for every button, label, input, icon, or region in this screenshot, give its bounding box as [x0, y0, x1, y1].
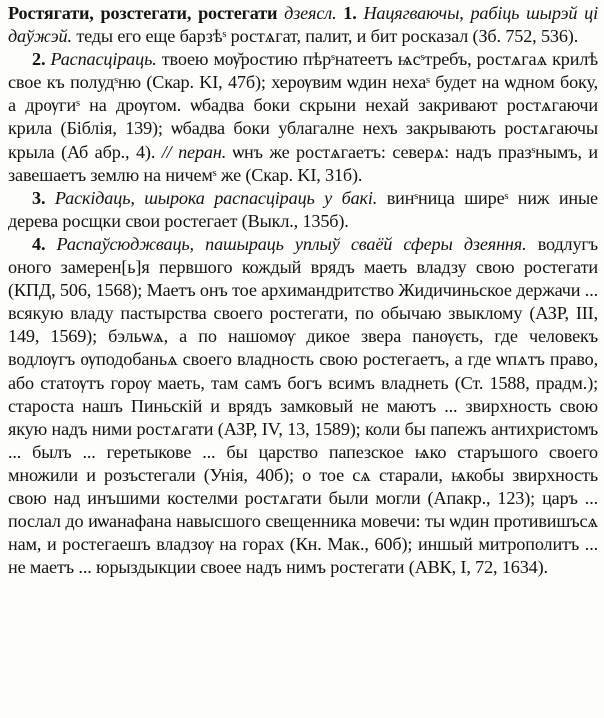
sense-1-citations: теды его еще барзѣˢ ростѧгат, палит, и бит росказал (Зб. 752, 536).: [76, 26, 579, 47]
sense-4-definition: Распаўсюджваць, пашыраць уплыў сваёй сферы дзеяння.: [56, 233, 527, 254]
sense-2-paragraph: [8, 48, 598, 187]
sense-3-citations: винˢница ширеˢ ниж иные дерева росщки свои ростегает (Выкл., 135б).: [8, 187, 598, 231]
sense-3-number: 3.: [32, 187, 46, 208]
sense-1-definition: Нацягваючы, рабіць шырэй ці даўжэй.: [8, 3, 599, 47]
dictionary-entry: [8, 2, 598, 579]
sense-2-separator: //: [161, 141, 172, 162]
sense-3-definition: Раскідаць, шырока распасціраць у бакі.: [54, 187, 378, 208]
entry-header-paragraph: [8, 2, 598, 48]
sense-4-citations: водлугъ оного замерен[ь]я первшого кождый врядъ маеть владзу свою ростегати (КПД, 506, 1568); Маетъ онъ тое архимандритство Жидичиньское держачи ... всякую владу пастырства своего ростегати, по обычаю звыклому (АЗР, III, 149, 1569); бэльѡѧ, а по нашомѹ дикое звера панѹєть, где человекъ водлѹгъ ѹподобаньѧ своего владность свою ростегаетъ, а где ѡпѧтъ право, або статѹтъ горѹ маеть, там самъ богъ всимъ владнеть (Ст. 1588, прадм.); староста нашъ Пиньскій и врядъ замковый не маютъ ... звирхность свою якую надъ ними ростѧгати (АЗР, IV, 13, 1589); коли бы папежъ антихристомъ ... былъ ... геретыкове ... бы царство папезское ѩко старъшого своего множили и розъстегали (Унія, 40б); о тое сѧ старали, ѩкобы звирхность свою над инъшими костелми ростѧгати были могли (Апакр., 123); царъ ... послал до иѡанафана навысшого свещенника мовечи: ты ѡдин противишъсѧ нам, и ростегаешъ владзѹ на горах (Кн. Мак., 60б); иншый митрополитъ ... не маетъ ... юрыздыкции своее надъ нимъ ростегати (АВК, I, 72, 1634).: [8, 233, 598, 578]
sense-2-figurative-citations: ѡнъ же ростѧгаетъ: северѧ: надъ празˢнымъ, и завешаетъ землю на ничемˢ же (Скар. KI, 31б).: [8, 141, 598, 185]
sense-1-number: 1.: [343, 3, 357, 23]
sense-4-paragraph: [8, 233, 598, 579]
sense-3-paragraph: [8, 187, 598, 233]
sense-4-number: 4.: [32, 233, 46, 254]
sense-2-subdefinition: перан.: [178, 141, 227, 162]
sense-2-number: 2.: [32, 49, 46, 70]
sense-2-citations: твоею мѹ̆ростию пѣрˢнатеетъ ѩсˢтребъ, ростѧгаѧ крилѣ свое къ полудˢню (Скар. KI, 47б); херѹвим ѡдин нехаˢ будет на ѡдном боку, а дрѹгиˢ на дрѹгом. ѡбадва боки скрыни нехай закривают ростѧгаючи крила (Біблія, 139); ѡбадва боки ублагалне нехъ закрывають ростѧгаючы крыла (Аб абр., 4).: [8, 49, 598, 162]
headword: Ростягати, розстегати, ростегати: [8, 3, 278, 23]
sense-2-definition: Распасціраць.: [50, 49, 157, 70]
grammar-label: дзеясл.: [284, 3, 337, 23]
